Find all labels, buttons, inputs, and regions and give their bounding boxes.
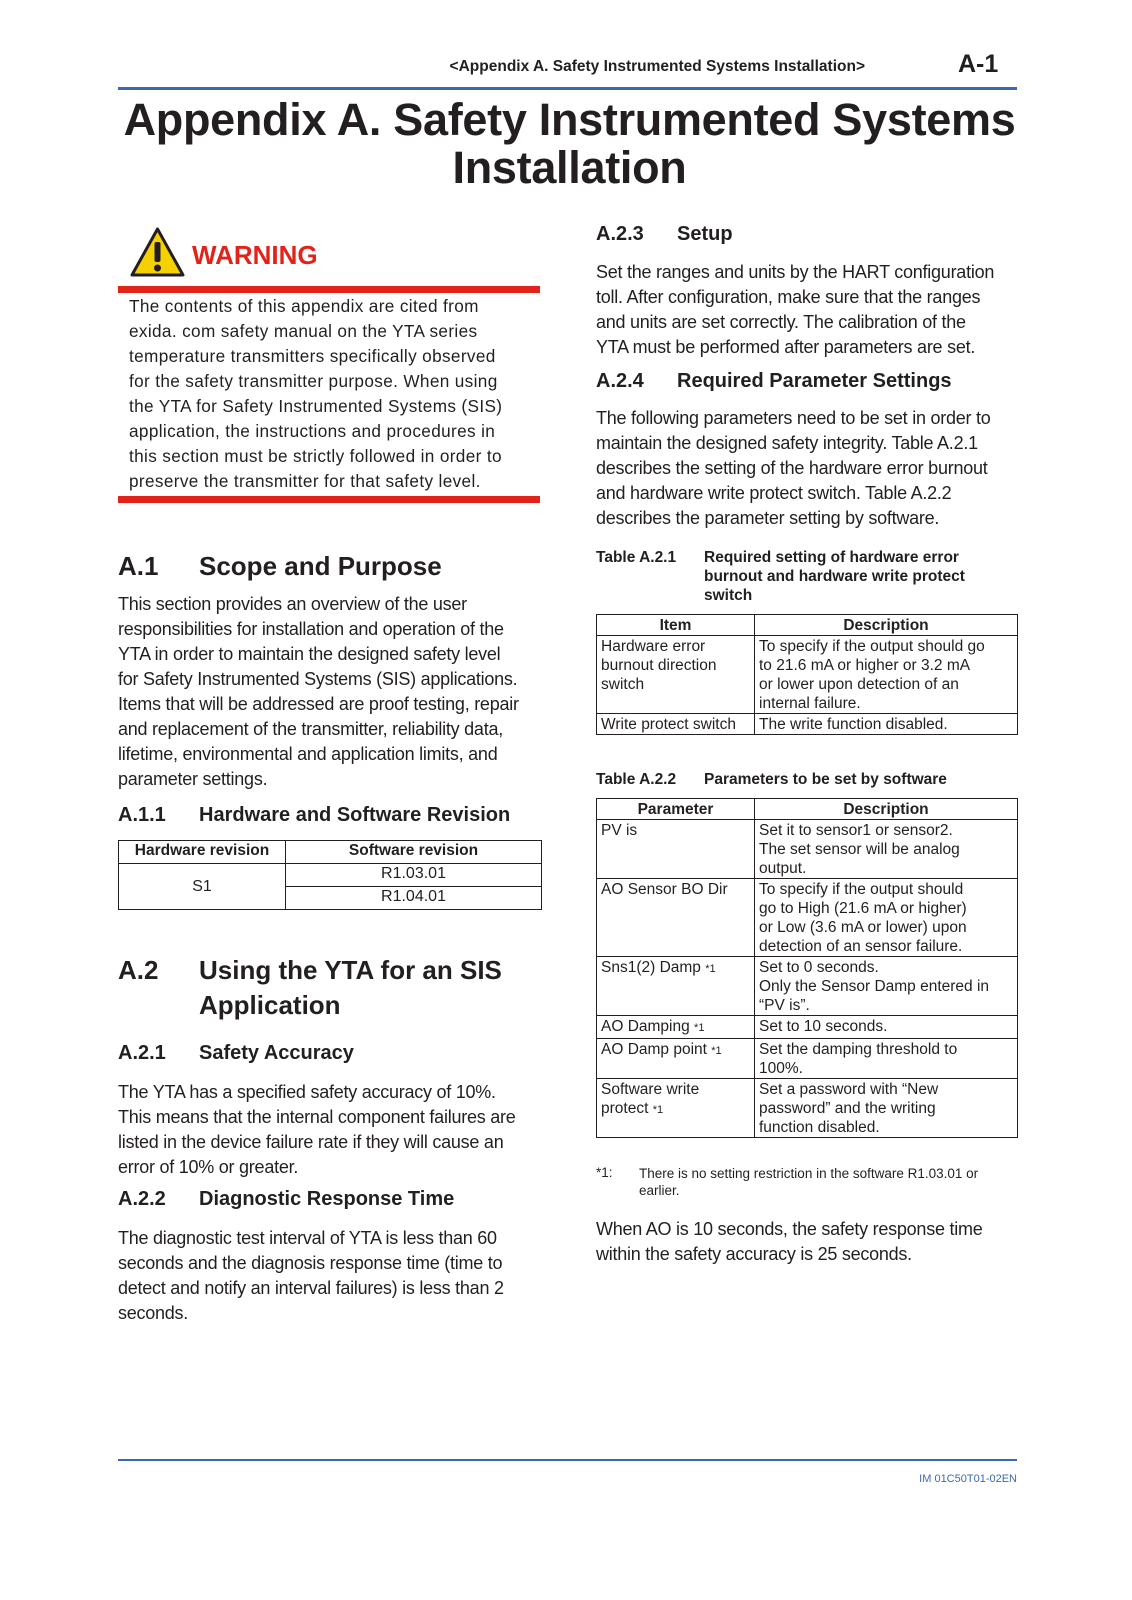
a23-body — [596, 260, 1021, 360]
text-line: The diagnostic test interval of YTA is less than 60 — [118, 1228, 497, 1248]
table-row — [597, 1039, 1018, 1079]
parameter-cell — [597, 957, 755, 1016]
section-heading-a23 — [596, 223, 1016, 248]
cell-line: Set a password with “New — [759, 1081, 939, 1098]
table-caption-text: Parameters to be set by software — [704, 771, 947, 788]
cell-line — [601, 1017, 750, 1038]
cell-line: “PV is”. — [759, 997, 810, 1014]
text-line: The YTA has a specified safety accuracy of 10%. — [118, 1082, 496, 1102]
cell-line — [601, 1099, 750, 1120]
footnote-ref: *1 — [711, 1045, 722, 1057]
cell-line: burnout direction — [601, 657, 717, 674]
table-caption-text — [704, 548, 994, 605]
warning-line: preserve the transmitter for that safety level. — [129, 471, 481, 491]
text-line: This section provides an overview of the user — [118, 594, 467, 614]
cell-line: internal failure. — [759, 695, 861, 712]
text-line: parameter settings. — [118, 769, 268, 789]
parameter-name: AO Damping — [601, 1018, 690, 1035]
description-cell — [755, 820, 1018, 879]
item-cell — [597, 714, 755, 735]
text-line: Items that will be addressed are proof testing, repair — [118, 694, 519, 714]
software-revision-cell: R1.04.01 — [286, 887, 542, 910]
description-cell — [755, 879, 1018, 957]
text-line: responsibilities for installation and operation of the — [118, 619, 504, 639]
page-title-line1: Appendix A. Safety Instrumented Systems — [123, 94, 1016, 145]
description-cell — [755, 957, 1018, 1016]
description-cell — [755, 1039, 1018, 1079]
text-line: lifetime, environmental and application limits, and — [118, 744, 498, 764]
text-line: for Safety Instrumented Systems (SIS) applications. — [118, 669, 518, 689]
description-cell — [755, 1079, 1018, 1138]
warning-text — [129, 294, 534, 494]
warning-line: temperature transmitters specifically observed — [129, 346, 496, 366]
section-number: A.2.2 — [118, 1188, 166, 1210]
cell-line: go to High (21.6 mA or higher) — [759, 900, 967, 917]
section-title: Safety Accuracy — [199, 1042, 354, 1064]
cell-line: Set to 0 seconds. — [759, 959, 879, 976]
text-line: This means that the internal component failures are — [118, 1107, 516, 1127]
table-row — [597, 820, 1018, 879]
text-line: and replacement of the transmitter, reliability data, — [118, 719, 503, 739]
description-cell — [755, 714, 1018, 735]
a21-body — [118, 1080, 558, 1180]
section-title: Required Parameter Settings — [677, 370, 952, 392]
warning-label: WARNING — [192, 240, 318, 270]
footnote-line: There is no setting restriction in the software R1.03.01 or — [639, 1166, 979, 1181]
revision-table — [118, 840, 542, 910]
software-revision-cell: R1.03.01 — [286, 864, 542, 887]
cell-line: function disabled. — [759, 1119, 880, 1136]
section-title: Using the YTA for an SIS Application — [199, 955, 502, 1020]
warning-line: application, the instructions and procedures in — [129, 421, 496, 441]
table-header: Hardware revision — [119, 841, 286, 864]
cell-line: output. — [759, 860, 807, 877]
parameter-name: AO Damp point — [601, 1041, 707, 1058]
warning-triangle-icon — [130, 226, 185, 278]
text-line: YTA must be performed after parameters are set. — [596, 337, 976, 357]
description-cell — [755, 1016, 1018, 1039]
hardware-revision-cell: S1 — [119, 864, 286, 910]
cell-line: password” and the writing — [759, 1100, 936, 1117]
table-caption-a22 — [596, 770, 1016, 790]
table-row — [597, 714, 1018, 735]
section-title: Diagnostic Response Time — [199, 1188, 455, 1210]
table-header: Item — [597, 615, 755, 636]
footnote-ref: *1 — [694, 1022, 705, 1034]
cell-line: Set it to sensor1 or sensor2. — [759, 822, 953, 839]
text-line: Set the ranges and units by the HART configuration — [596, 262, 995, 282]
cell-line: switch — [601, 676, 645, 693]
text-line: The following parameters need to be set in order to — [596, 408, 991, 428]
table-row — [597, 1016, 1018, 1039]
text-line: When AO is 10 seconds, the safety response time — [596, 1219, 983, 1239]
text-line: seconds. — [118, 1303, 189, 1323]
cell-line: To specify if the output should — [759, 881, 964, 898]
footnote-ref: *1 — [652, 1104, 664, 1116]
table-header: Description — [755, 615, 1018, 636]
cell-line: PV is — [601, 822, 638, 839]
parameter-cell — [597, 1079, 755, 1138]
table-row — [597, 636, 1018, 714]
text-line: toll. After configuration, make sure that the ranges — [596, 287, 981, 307]
parameter-cell — [597, 1016, 755, 1039]
section-heading-a11 — [118, 804, 558, 829]
warning-line: The contents of this appendix are cited from — [129, 296, 479, 316]
cell-line: AO Sensor BO Dir — [601, 881, 728, 898]
caption-line: Required setting of hardware error — [704, 549, 959, 566]
footnote-ref: *1 — [705, 963, 716, 975]
table-caption-number: Table A.2.2 — [596, 771, 677, 788]
closing-paragraph — [596, 1217, 1021, 1267]
section-title: Hardware and Software Revision — [199, 804, 511, 826]
hardware-settings-table — [596, 614, 1018, 735]
item-cell — [597, 636, 755, 714]
table-header-row — [119, 841, 542, 864]
text-line: within the safety accuracy is 25 seconds. — [596, 1244, 912, 1264]
warning-bottom-bar — [118, 496, 540, 503]
cell-line — [601, 1040, 750, 1061]
text-line: detect and notify an interval failures) is less than 2 — [118, 1278, 504, 1298]
cell-line: Set the damping threshold to — [759, 1041, 958, 1058]
section-heading-a21 — [118, 1042, 558, 1067]
parameter-cell — [597, 1039, 755, 1079]
warning-top-bar — [118, 286, 540, 293]
cell-line — [601, 958, 750, 979]
section-title: Setup — [677, 223, 733, 245]
cell-line: Only the Sensor Damp entered in — [759, 978, 990, 995]
text-line: listed in the device failure rate if they will cause an — [118, 1132, 504, 1152]
cell-line: To specify if the output should go — [759, 638, 985, 655]
a22-body — [118, 1226, 558, 1326]
warning-line: the YTA for Safety Instrumented Systems (SIS) — [129, 396, 503, 416]
section-number: A.1 — [118, 551, 159, 581]
cell-line: Write protect switch — [601, 716, 736, 733]
text-line: and units are set correctly. The calibration of the — [596, 312, 966, 332]
cell-line: or Low (3.6 mA or lower) upon — [759, 919, 967, 936]
warning-line: exida. com safety manual on the YTA series — [129, 321, 478, 341]
table-row — [597, 1079, 1018, 1138]
footnote-line: earlier. — [639, 1183, 680, 1198]
parameter-name: protect — [601, 1100, 649, 1117]
page-title — [112, 96, 1027, 192]
text-line: seconds and the diagnosis response time (time to — [118, 1253, 503, 1273]
cell-line: or lower upon detection of an — [759, 676, 959, 693]
page-number: A-1 — [958, 50, 999, 78]
footer-rule — [118, 1459, 1017, 1461]
section-number: A.2 — [118, 955, 159, 985]
parameter-cell — [597, 879, 755, 957]
table-caption-number: Table A.2.1 — [596, 549, 677, 566]
cell-line: detection of an sensor failure. — [759, 938, 963, 955]
section-number: A.2.3 — [596, 223, 644, 245]
table-header: Parameter — [597, 799, 755, 820]
table-row — [597, 879, 1018, 957]
text-line: YTA in order to maintain the designed safety level — [118, 644, 501, 664]
description-cell — [755, 636, 1018, 714]
text-line: describes the setting of the hardware error burnout — [596, 458, 988, 478]
header-rule — [118, 87, 1017, 90]
caption-line: switch — [704, 587, 753, 604]
footnote-mark: *1: — [596, 1165, 613, 1180]
table-row — [597, 957, 1018, 1016]
section-heading-a2 — [118, 953, 558, 1023]
section-number: A.1.1 — [118, 804, 166, 826]
text-line: maintain the designed safety integrity. Table A.2.1 — [596, 433, 978, 453]
running-header: <Appendix A. Safety Instrumented Systems Installation> — [449, 58, 865, 75]
table-header-row — [597, 799, 1018, 820]
section-heading-a22 — [118, 1188, 558, 1213]
warning-line: this section must be strictly followed in order to — [129, 446, 502, 466]
table-caption-a21 — [596, 548, 1016, 608]
text-line: and hardware write protect switch. Table A.2.2 — [596, 483, 952, 503]
cell-line: The write function disabled. — [759, 716, 948, 733]
text-line: error of 10% or greater. — [118, 1157, 299, 1177]
cell-line: Hardware error — [601, 638, 706, 655]
table-header-row — [597, 615, 1018, 636]
document-id: IM 01C50T01-02EN — [919, 1473, 1017, 1485]
section-number: A.2.1 — [118, 1042, 166, 1064]
cell-line: The set sensor will be analog — [759, 841, 960, 858]
section-heading-a1 — [118, 549, 558, 584]
software-parameters-table — [596, 798, 1018, 1138]
cell-line: to 21.6 mA or higher or 3.2 mA — [759, 657, 971, 674]
page-title-line2: Installation — [452, 142, 687, 193]
warning-line: for the safety transmitter purpose. When using — [129, 371, 498, 391]
footnote-text — [639, 1165, 1019, 1199]
cell-line: Set to 10 seconds. — [759, 1018, 888, 1035]
table-header: Description — [755, 799, 1018, 820]
a24-body — [596, 406, 1021, 531]
table-row — [119, 864, 542, 887]
section-number: A.2.4 — [596, 370, 644, 392]
caption-line: burnout and hardware write protect — [704, 568, 965, 585]
section-heading-a24 — [596, 370, 1016, 395]
cell-line: Software write — [601, 1081, 700, 1098]
table-header: Software revision — [286, 841, 542, 864]
parameter-cell — [597, 820, 755, 879]
parameter-name: Sns1(2) Damp — [601, 959, 701, 976]
cell-line: 100%. — [759, 1060, 803, 1077]
section-title: Scope and Purpose — [199, 551, 442, 581]
a1-body — [118, 592, 558, 792]
text-line: describes the parameter setting by software. — [596, 508, 940, 528]
